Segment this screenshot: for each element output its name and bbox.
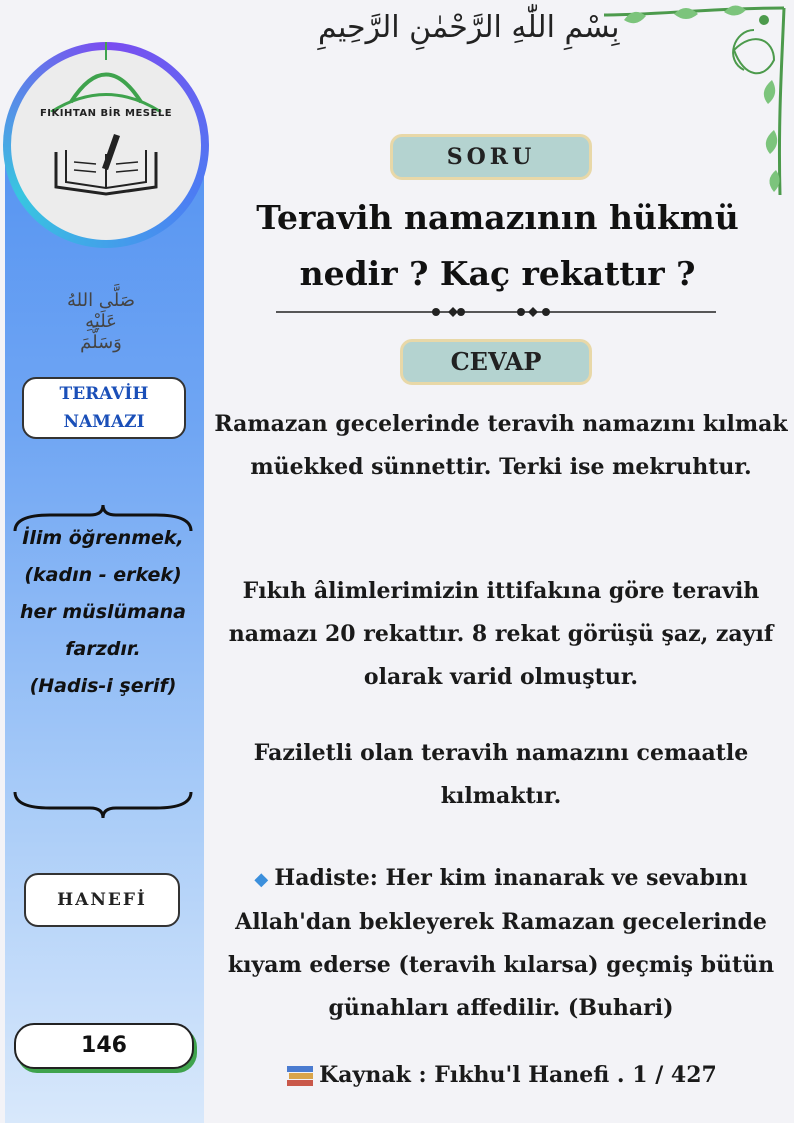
answer-paragraph-1: Ramazan gecelerinde teravih namazını kılmak müekked sünnettir. Terki ise mekruhtur. — [214, 411, 788, 480]
topic-label — [22, 377, 186, 439]
diamond-icon: ◆ — [254, 869, 275, 890]
question-title — [220, 190, 775, 302]
salawat-calligraphy: صَلَّى اللهُ عَلَيْهِ وَسَلَّمَ — [66, 290, 136, 353]
hadis-quote — [10, 520, 196, 705]
madhab-label: HANEFİ — [24, 873, 180, 927]
hadis-line: (kadın - erkek) — [24, 564, 182, 586]
hadith-text: Hadiste: Her kim inanarak ve sevabını Allah'dan bekleyerek Ramazan gecelerinde kıyam ederse (teravih kılarsa) geçmiş bütün günahları affedilir. (Buhari) — [227, 865, 775, 1021]
hadis-line: İlim öğrenmek, — [22, 527, 184, 549]
hadis-line: farzdır. — [65, 638, 141, 660]
brace-bottom-ornament — [10, 790, 196, 820]
logo-text: FIKIHTAN BİR MESELE — [39, 108, 173, 119]
hadis-line: her müslümana — [19, 601, 187, 623]
question-line-1: Teravih namazının hükmü — [256, 198, 739, 237]
answer-paragraph-2: Fıkıh âlimlerimizin ittifakına göre teravih namazı 20 rekattır. 8 rekat görüşü şaz, zayıf olarak varid olmuştur. — [228, 578, 774, 690]
logo — [11, 50, 201, 240]
hadis-line: (Hadis-i şerif) — [29, 675, 177, 697]
hadith-paragraph — [208, 857, 794, 1030]
source-citation — [208, 1062, 794, 1088]
answer-paragraph-3: Faziletli olan teravih namazını cemaatle kılmaktır. — [253, 740, 749, 809]
question-line-2: nedir ? Kaç rekattır ? — [299, 254, 696, 293]
ornamental-divider — [276, 305, 716, 319]
topic-line-2: NAMAZI — [63, 412, 145, 432]
answer-label: CEVAP — [400, 339, 592, 385]
dome-icon — [11, 42, 201, 112]
book-pen-icon — [46, 132, 166, 202]
basmala-calligraphy: بِسْمِ اللّٰهِ الرَّحْمٰنِ الرَّحِيمِ — [318, 10, 620, 45]
page-number: 146 — [14, 1023, 194, 1069]
source-text: Kaynak : Fıkhu'l Hanefi . 1 / 427 — [319, 1062, 717, 1088]
topic-line-1: TERAVİH — [59, 384, 149, 404]
question-label: SORU — [390, 134, 592, 180]
books-icon — [285, 1064, 315, 1088]
